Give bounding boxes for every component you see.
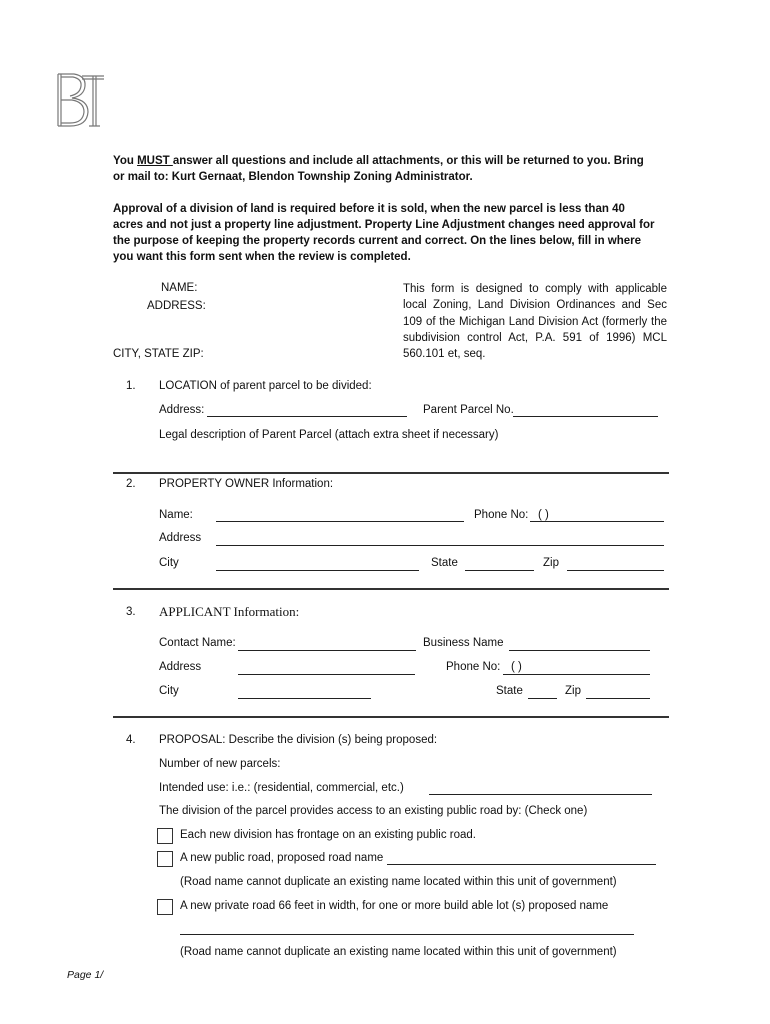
s4-intended-use-label: Intended use: i.e.: (residential, commercial, etc.) [159,782,404,794]
public-road-name-field[interactable] [387,864,656,865]
must-word: MUST [137,155,173,167]
name-label: NAME: [161,282,198,294]
s1-legal-description: Legal description of Parent Parcel (attach extra sheet if necessary) [159,429,499,441]
s1-parcel-field[interactable] [513,416,658,417]
section-divider [113,716,669,718]
approval-paragraph: Approval of a division of land is required before it is sold, when the new parcel is less than 40 acres and not just a property line adjustment. Property Line Adjustment changes need approval for the purpose of keeping the property records current and correct. On the lines below, fill in where you want this form sent when the review is completed. [113,203,655,263]
s2-name-label: Name: [159,509,193,521]
s4-access-label: The division of the parcel provides access to an existing public road by: (Check one) [159,805,588,817]
s3-city-field[interactable] [238,698,371,699]
s3-zip-field[interactable] [586,698,650,699]
new-private-road-checkbox[interactable] [157,899,173,915]
section-divider [113,472,669,474]
s3-zip-label: Zip [565,685,581,697]
s2-city-label: City [159,557,179,569]
must-rest: answer all questions and include all attachments, or this will be returned to you. Bring or mail to: Kurt Gernaat, Blendon Township Zoning Administrator. [113,155,644,183]
s3-city-label: City [159,685,179,697]
s3-business-field[interactable] [509,650,650,651]
section3-number: 3. [126,606,136,618]
city-state-zip-label: CITY, STATE ZIP: [113,348,204,360]
s2-city-field[interactable] [216,570,419,571]
section4-number: 4. [126,734,136,746]
section2-number: 2. [126,478,136,490]
s2-phone-label: Phone No: [474,509,529,521]
s2-address-label: Address [159,532,202,544]
private-road-name-field[interactable] [180,934,634,935]
s3-address-field[interactable] [238,674,415,675]
s4-intended-use-field[interactable] [429,794,652,795]
address-label: ADDRESS: [147,300,206,312]
section1-number: 1. [126,380,136,392]
section4-title: PROPOSAL: Describe the division (s) being proposed: [159,734,438,746]
s3-phone-paren: ( ) [511,661,522,673]
s2-phone-paren: ( ) [538,509,549,521]
s2-state-label: State [431,557,458,569]
s2-state-field[interactable] [465,570,534,571]
compliance-note: This form is designed to comply with applicable local Zoning, Land Division Ordinances and Sec 109 of the Michigan Land Division Act (formerly the subdivision control Act, P.A. 591 of 1996) MCL 560.101 et, seq. [403,283,667,361]
s3-contact-field[interactable] [238,650,416,651]
s3-state-label: State [496,685,523,697]
s2-zip-label: Zip [543,557,559,569]
s3-address-label: Address [159,661,202,673]
s1-address-field[interactable] [207,416,407,417]
new-public-road-label: A new public road, proposed road name [180,852,384,864]
existing-road-label: Each new division has frontage on an existing public road. [180,829,476,841]
s3-phone-label: Phone No: [446,661,501,673]
s1-parcel-label: Parent Parcel No. [423,404,514,416]
s2-phone-field[interactable] [530,521,664,522]
s4-parcels-label: Number of new parcels: [159,758,281,770]
s3-phone-field[interactable] [503,674,650,675]
new-private-road-label: A new private road 66 feet in width, for one or more build able lot (s) proposed name [180,900,609,912]
road-name-note-1: (Road name cannot duplicate an existing name located within this unit of government) [180,876,617,888]
s3-contact-label: Contact Name: [159,637,236,649]
must-prefix: You [113,155,138,167]
section2-title: PROPERTY OWNER Information: [159,478,334,490]
s2-name-field[interactable] [216,521,464,522]
s3-state-field[interactable] [528,698,557,699]
s2-zip-field[interactable] [567,570,664,571]
s3-business-label: Business Name [423,637,504,649]
road-name-note-2: (Road name cannot duplicate an existing name located within this unit of government) [180,946,617,958]
section-divider [113,588,669,590]
s1-address-label: Address: [159,404,205,416]
township-logo [52,70,108,130]
new-public-road-checkbox[interactable] [157,851,173,867]
section1-title: LOCATION of parent parcel to be divided: [159,380,372,392]
page-number: Page 1/ [67,969,104,981]
s2-address-field[interactable] [216,545,664,546]
instructions-paragraph [113,153,658,185]
existing-road-checkbox[interactable] [157,828,173,844]
section3-title: APPLICANT Information: [159,604,300,619]
